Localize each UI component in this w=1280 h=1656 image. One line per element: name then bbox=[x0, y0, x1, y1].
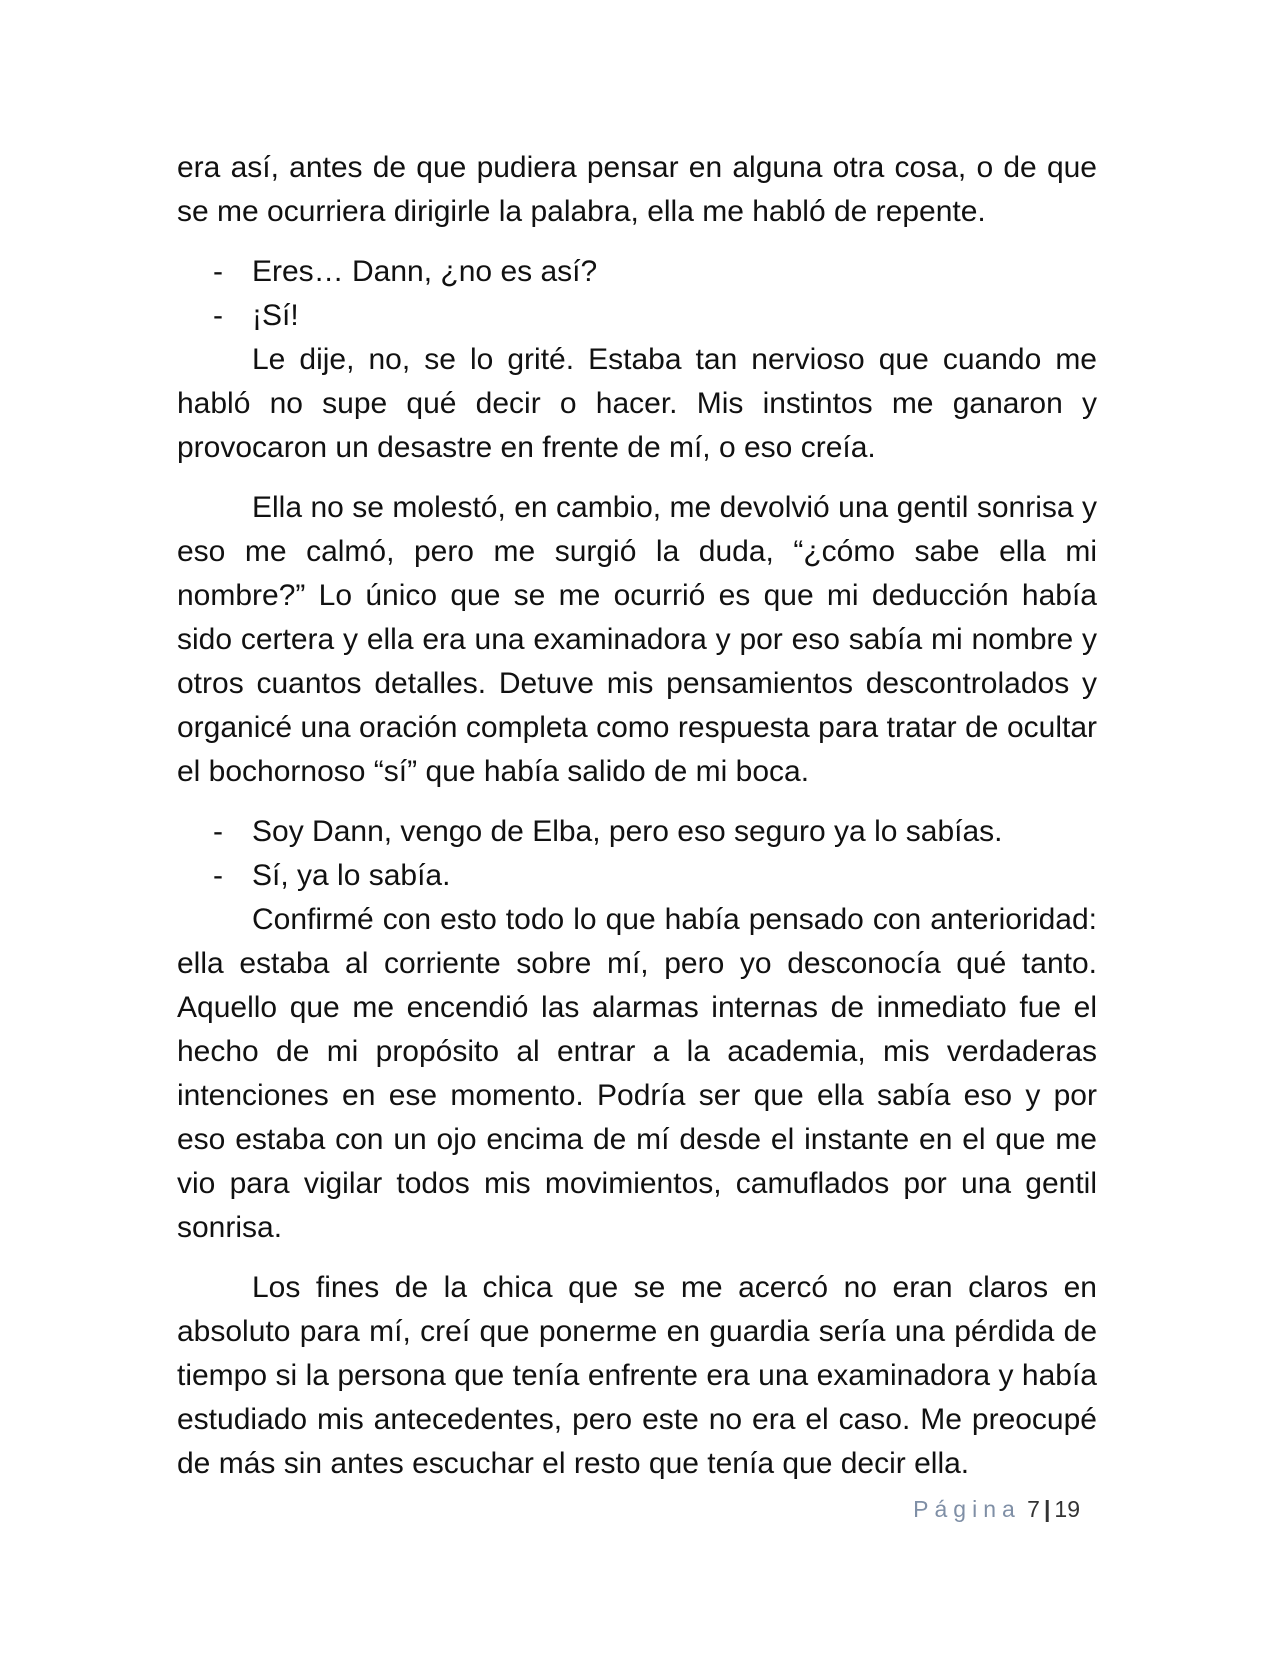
paragraph-4: Confirmé con esto todo lo que había pensado con anterioridad: ella estaba al corriente sobre mí, pero yo desconocía qué tanto. Aquello que me encendió las alarmas internas de inmediato fue el hecho de mi propósito al entrar a la academia, mis verdaderas intenciones en ese momento. Podría ser que ella sabía eso y por eso estaba con un ojo encima de mí desde el instante en el que me vio para vigilar todos mis movimientos, camuflados por una gentil sonrisa. bbox=[177, 903, 1097, 1244]
dialog-dash: - bbox=[213, 299, 223, 332]
paragraph-1: era así, antes de que pudiera pensar en alguna otra cosa, o de que se me ocurriera dirigirle la palabra, ella me habló de repente. bbox=[177, 151, 1097, 228]
footer-total-pages: 19 bbox=[1054, 1496, 1080, 1522]
paragraph-2: Le dije, no, se lo grité. Estaba tan nervioso que cuando me habló no supe qué decir o hacer. Mis instintos me ganaron y provocaron un desastre en frente de mí, o eso creía. bbox=[177, 343, 1097, 464]
document-page bbox=[177, 146, 1097, 1486]
page-footer bbox=[840, 1494, 1080, 1524]
paragraph-3: Ella no se molestó, en cambio, me devolvió una gentil sonrisa y eso me calmó, pero me surgió la duda, “¿cómo sabe ella mi nombre?” Lo único que se me ocurrió es que mi deducción había sido certera y ella era una examinadora y por eso sabía mi nombre y otros cuantos detalles. Detuve mis pensamientos descontrolados y organicé una oración completa como respuesta para tratar de ocultar el bochornoso “sí” que había salido de mi boca. bbox=[177, 491, 1097, 788]
paragraph-5: Los fines de la chica que se me acercó no eran claros en absoluto para mí, creí que ponerme en guardia sería una pérdida de tiempo si la persona que tenía enfrente era una examinadora y había estudiado mis antecedentes, pero este no era el caso. Me preocupé de más sin antes escuchar el resto que tenía que decir ella. bbox=[177, 1271, 1097, 1480]
dialog-line bbox=[177, 294, 1097, 338]
footer-label: Página bbox=[913, 1496, 1021, 1522]
dialog-text: ¡Sí! bbox=[252, 299, 299, 332]
dialog-text: Eres… Dann, ¿no es así? bbox=[252, 255, 598, 288]
dialog-dash: - bbox=[213, 255, 223, 288]
dialog-list-2 bbox=[177, 810, 1097, 898]
dialog-dash: - bbox=[213, 859, 223, 892]
dialog-dash: - bbox=[213, 815, 223, 848]
dialog-line bbox=[177, 810, 1097, 854]
dialog-line bbox=[177, 250, 1097, 294]
dialog-line bbox=[177, 854, 1097, 898]
footer-page-number: 7 bbox=[1027, 1496, 1040, 1522]
dialog-text: Sí, ya lo sabía. bbox=[252, 859, 451, 892]
footer-separator: | bbox=[1043, 1496, 1051, 1522]
dialog-text: Soy Dann, vengo de Elba, pero eso seguro ya lo sabías. bbox=[252, 815, 1003, 848]
dialog-list-1 bbox=[177, 250, 1097, 338]
